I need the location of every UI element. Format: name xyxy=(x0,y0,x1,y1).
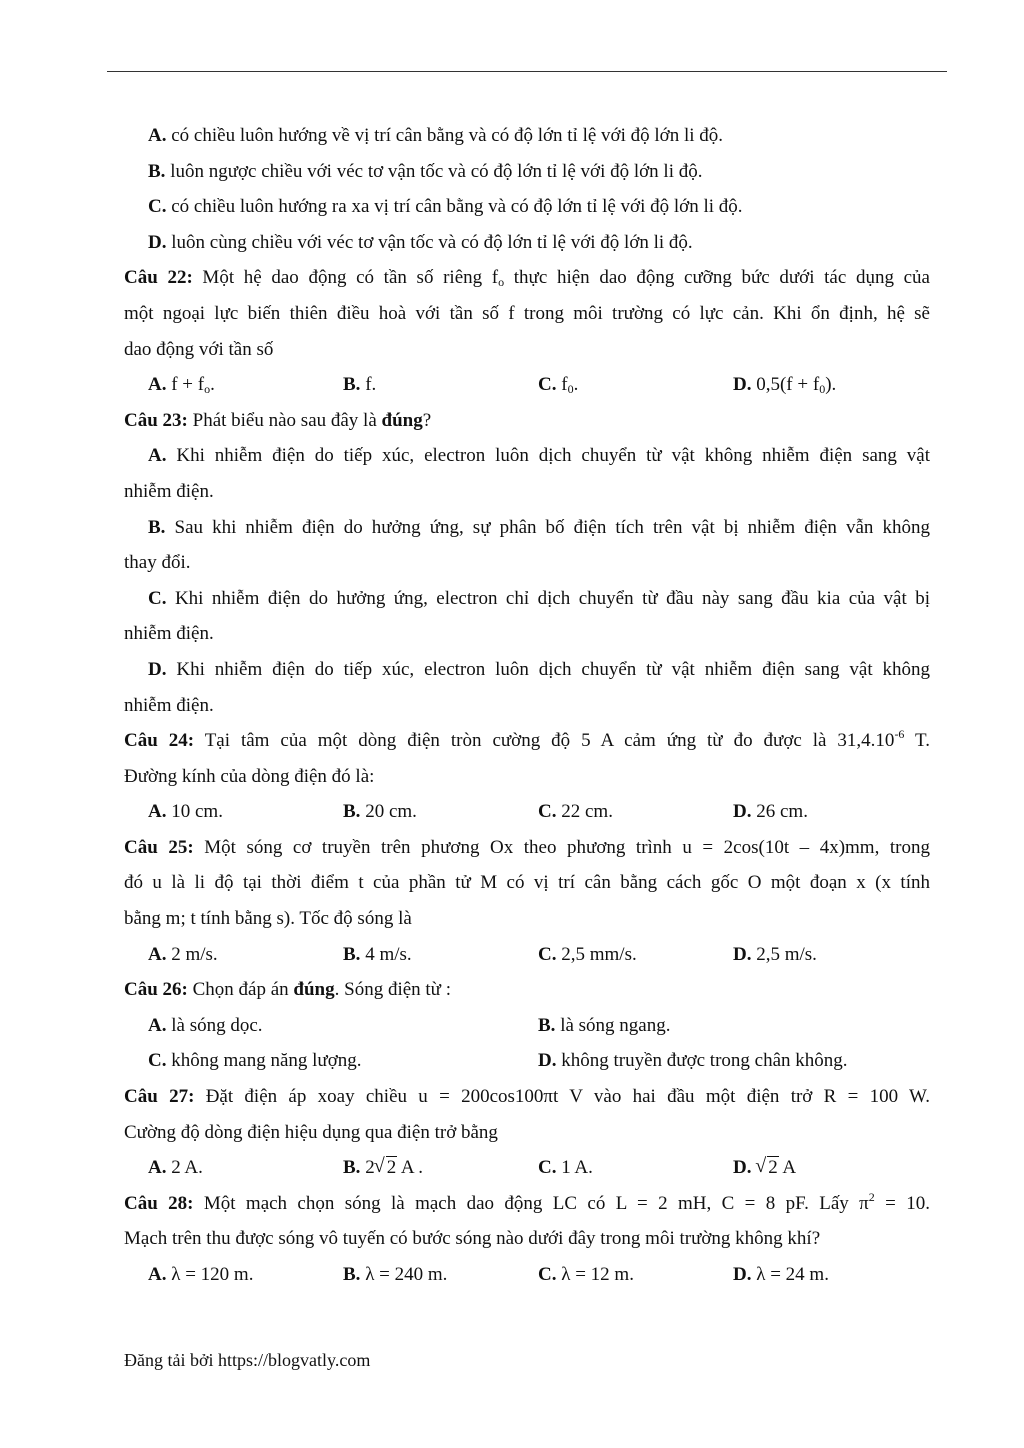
question-stem-continued: Mạch trên thu được sóng vô tuyến có bước sóng nào dưới đây trong môi trường không khí? xyxy=(124,1228,821,1250)
answer-option: A. λ = 120 m. xyxy=(148,1264,254,1285)
answer-option: B. là sóng ngang. xyxy=(538,1014,671,1036)
question-stem-continued: đó u là li độ tại thời điểm t của phần tử M có vị trí cân bằng cách gốc O một đoạn x (x tính xyxy=(124,872,930,894)
question-stem: Câu 28: Một mạch chọn sóng là mạch dao động LC có L = 2 mH, C = 8 pF. Lấy $\pi^2 = 10$. xyxy=(124,1189,930,1214)
answer-options-row xyxy=(124,367,930,403)
answer-options-row xyxy=(124,1257,930,1293)
answer-option: D. 26 cm. xyxy=(733,801,808,823)
question-stem: Câu 27: Đặt điện áp xoay chiều u = 200cos100πt V vào hai đầu một điện trở R = 100 W. xyxy=(124,1086,930,1108)
answer-option: D. λ = 24 m. xyxy=(733,1264,829,1285)
answer-option-continued: nhiễm điện. xyxy=(124,694,214,716)
answer-option: A. có chiều luôn hướng về vị trí cân bằng và có độ lớn tỉ lệ với độ lớn li độ. xyxy=(148,125,724,146)
answer-options-row xyxy=(124,937,930,973)
answer-option: C. Khi nhiễm điện do hưởng ứng, electron chỉ dịch chuyển từ đầu này sang đầu kia của vật bị xyxy=(148,587,930,609)
answer-options-row xyxy=(124,1150,930,1186)
answer-option: B. 2√ 2 A . xyxy=(343,1150,423,1186)
answer-option: D. 2,5 m/s. xyxy=(733,943,817,965)
question-stem-continued: dao động với tần số xyxy=(124,338,274,360)
answer-option-continued: nhiễm điện. xyxy=(124,623,214,645)
question-stem: Câu 25: Một sóng cơ truyền trên phương Ox theo phương trình u = 2cos(10t – 4x)mm, trong xyxy=(124,836,930,858)
question-stem: Câu 22: Một hệ dao động có tần số riêng $f_o$ thực hiện dao động cưỡng bức dưới tác dụng của xyxy=(124,267,930,290)
answer-option: B. λ = 240 m. xyxy=(343,1264,448,1285)
answer-option: D. luôn cùng chiều với véc tơ vận tốc và có độ lớn tỉ lệ với độ lớn li độ. xyxy=(148,231,693,253)
answer-option-continued: thay đổi. xyxy=(124,552,191,574)
question-stem-continued: một ngoại lực biến thiên điều hoà với tần số f trong môi trường có lực cản. Khi ổn định, hệ sẽ xyxy=(124,302,930,324)
answer-option: D. $0,5(f + f_0)$. xyxy=(733,374,837,397)
answer-option: A. 2 A. xyxy=(148,1157,203,1179)
answer-option: A. 2 m/s. xyxy=(148,943,218,965)
answer-option: D. √ 2 A xyxy=(733,1150,796,1186)
answer-option: C. không mang năng lượng. xyxy=(148,1050,362,1072)
question-stem-continued: Cường độ dòng điện hiệu dụng qua điện trở bằng xyxy=(124,1121,498,1143)
answer-option: A. 10 cm. xyxy=(148,801,223,823)
exam-content xyxy=(124,118,930,1293)
header-rule xyxy=(107,71,947,72)
answer-option: B. Sau khi nhiễm điện do hưởng ứng, sự phân bố điện tích trên vật bị nhiễm điện vẫn không xyxy=(148,516,930,538)
answer-option: A. $f + f_o$. xyxy=(148,374,215,397)
answer-option: D. không truyền được trong chân không. xyxy=(538,1050,848,1072)
answer-option: A. Khi nhiễm điện do tiếp xúc, electron luôn dịch chuyển từ vật không nhiễm điện sang vật xyxy=(148,445,930,467)
answer-option: B. luôn ngược chiều với véc tơ vận tốc và có độ lớn tỉ lệ với độ lớn li độ. xyxy=(148,160,703,182)
answer-option: C. $f_0$. xyxy=(538,374,579,397)
question-stem: Câu 23: Phát biểu nào sau đây là đúng? xyxy=(124,409,432,431)
question-stem: Câu 24: Tại tâm của một dòng điện tròn cường độ 5 A cảm ứng từ đo được là $31,4.10^{-6}$ T. xyxy=(124,727,930,752)
answer-options-row xyxy=(124,1008,930,1044)
answer-option: B. f. xyxy=(343,374,377,396)
question-stem-continued: bằng m; t tính bằng s). Tốc độ sóng là xyxy=(124,908,412,930)
answer-option: D. Khi nhiễm điện do tiếp xúc, electron luôn dịch chuyển từ vật nhiễm điện sang vật không xyxy=(148,658,930,680)
answer-options-row xyxy=(124,1043,930,1079)
answer-option: B. 20 cm. xyxy=(343,801,417,823)
answer-option-continued: nhiễm điện. xyxy=(124,480,214,502)
answer-option: C. 22 cm. xyxy=(538,801,613,823)
answer-option: C. có chiều luôn hướng ra xa vị trí cân bằng và có độ lớn tỉ lệ với độ lớn li độ. xyxy=(148,196,743,218)
answer-option: C. 1 A. xyxy=(538,1157,593,1179)
page-footer: Đăng tải bởi https://blogvatly.com xyxy=(124,1350,371,1370)
question-stem: Câu 26: Chọn đáp án đúng. Sóng điện từ : xyxy=(124,979,452,1001)
answer-option: C. λ = 12 m. xyxy=(538,1264,634,1285)
answer-options-row xyxy=(124,794,930,830)
answer-option: A. là sóng dọc. xyxy=(148,1014,263,1036)
question-stem-continued: Đường kính của dòng điện đó là: xyxy=(124,765,375,787)
answer-option: C. 2,5 mm/s. xyxy=(538,943,637,965)
answer-option: B. 4 m/s. xyxy=(343,943,412,965)
